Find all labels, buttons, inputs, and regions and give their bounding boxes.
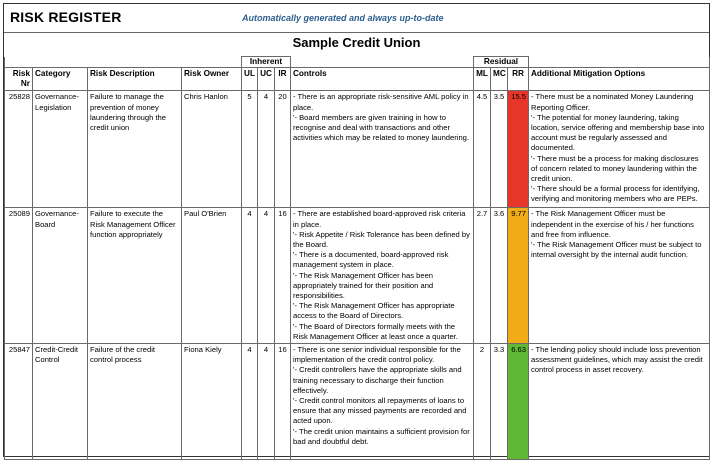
header-bar <box>4 4 709 33</box>
control-item: '- There is a documented, board-approved risk management system in place. <box>293 250 449 270</box>
mc-cell: 3.5 <box>491 91 508 208</box>
group-header-blank <box>5 57 242 68</box>
col-risk-nr-line2: Nr <box>20 79 30 89</box>
uc-cell: 4 <box>258 208 275 344</box>
ul-cell: 5 <box>242 91 258 208</box>
mitigation-item: - There must be a nominated Money Laundering Reporting Officer. <box>531 92 694 112</box>
col-mitigation[interactable]: Additional Mitigation Options <box>529 68 710 91</box>
col-category[interactable]: Category <box>33 68 88 91</box>
rr-cell: 6.63 <box>508 344 529 460</box>
ir-cell: 20 <box>275 91 291 208</box>
col-risk-nr-line1: Risk <box>12 69 30 78</box>
column-header-row <box>5 68 710 91</box>
col-rr[interactable]: RR <box>508 68 529 91</box>
ml-cell: 4.5 <box>474 91 491 208</box>
col-controls[interactable]: Controls <box>291 68 474 91</box>
mitigation-item: - The Risk Management Officer must be independent in the exercise of his / her functions and free from influence. <box>531 209 694 239</box>
mitigation-item: '- There must be a process for making disclosures of concern related to money laundering within the credit union. <box>531 153 699 184</box>
description-cell: Failure to execute the Risk Management Officer function appropriately <box>88 208 182 344</box>
group-header-residual: Residual <box>474 57 529 68</box>
control-item: - There are established board-approved risk criteria in place. <box>293 209 466 229</box>
control-item: '- Board members are given training in how to recognise and deal with transactions and other activities which may be related to money laundering. <box>293 112 470 143</box>
mitigation-cell <box>529 91 710 208</box>
col-uc[interactable]: UC <box>258 68 275 91</box>
group-header-blank-controls <box>291 57 474 68</box>
register-title: RISK REGISTER <box>10 9 122 25</box>
controls-cell <box>291 344 474 460</box>
ml-cell: 2.7 <box>474 208 491 344</box>
ul-cell: 4 <box>242 208 258 344</box>
control-item: '- The Risk Management Officer has been appropriately trained for their position and responsibilities. <box>293 270 434 301</box>
rr-cell: 15.5 <box>508 91 529 208</box>
rr-cell: 9.77 <box>508 208 529 344</box>
controls-cell <box>291 208 474 344</box>
control-item: '- The Risk Management Officer has appropriate access to the Board of Directors. <box>293 301 455 321</box>
col-description[interactable]: Risk Description <box>88 68 182 91</box>
risk-nr-cell: 25847 <box>5 344 33 460</box>
control-item: '- Credit controllers have the appropriate skills and training necessary to discharge their function effectively. <box>293 365 462 395</box>
mitigation-item: '- The potential for money laundering, taking location, service offering and membership base into account must be regularly assessed and documented. <box>531 112 705 153</box>
control-item: '- The credit union maintains a sufficient provision for bad and doubtful debt. <box>293 426 470 446</box>
mc-cell: 3.3 <box>491 344 508 460</box>
ml-cell: 2 <box>474 344 491 460</box>
col-mc[interactable]: MC <box>491 68 508 91</box>
register-subtitle: Automatically generated and always up-to-date <box>242 13 444 23</box>
risk-table <box>4 56 710 460</box>
col-owner[interactable]: Risk Owner <box>182 68 242 91</box>
mitigation-item: - The lending policy should include loss prevention assessment guidelines, which may assist the credit control process in asset recovery. <box>531 345 703 375</box>
col-ml[interactable]: ML <box>474 68 491 91</box>
table-row[interactable] <box>5 208 710 344</box>
ul-cell: 4 <box>242 344 258 460</box>
group-header-blank-mitigation <box>529 57 710 68</box>
category-cell: Governance-Legislation <box>33 91 88 208</box>
description-cell: Failure to manage the prevention of money laundering through the credit union <box>88 91 182 208</box>
description-cell: Failure of the credit control process <box>88 344 182 460</box>
col-ul[interactable]: UL <box>242 68 258 91</box>
table-row[interactable] <box>5 91 710 208</box>
control-item: '- Credit control monitors all repayments of loans to ensure that any missed payments are recorded and acted upon. <box>293 396 467 426</box>
category-cell: Governance-Board <box>33 208 88 344</box>
table-row[interactable] <box>5 344 710 460</box>
uc-cell: 4 <box>258 91 275 208</box>
organization-name: Sample Credit Union <box>292 35 421 50</box>
ir-cell: 16 <box>275 208 291 344</box>
control-item: '- The Board of Directors formally meets with the Risk Management Officer at least once a quarter. <box>293 321 458 341</box>
risk-nr-cell: 25089 <box>5 208 33 344</box>
mc-cell: 3.6 <box>491 208 508 344</box>
risk-register-sheet <box>3 3 710 457</box>
owner-cell: Paul O'Brien <box>182 208 242 344</box>
category-cell: Credit-Credit Control <box>33 344 88 460</box>
control-item: '- Risk Appetite / Risk Tolerance has been defined by the Board. <box>293 229 470 250</box>
owner-cell: Chris Hanlon <box>182 91 242 208</box>
mitigation-item: '- The Risk Management Officer must be subject to internal oversight by the internal audit function. <box>531 240 702 260</box>
owner-cell: Fiona Kiely <box>182 344 242 460</box>
uc-cell: 4 <box>258 344 275 460</box>
group-header-row <box>5 57 710 68</box>
col-ir[interactable]: IR <box>275 68 291 91</box>
group-header-inherent: Inherent <box>242 57 291 68</box>
mitigation-cell <box>529 208 710 344</box>
col-risk-nr[interactable] <box>5 68 33 91</box>
control-item: - There is one senior individual responsible for the implementation of the credit control policy. <box>293 345 461 365</box>
mitigation-item: '- There should be a formal process for identifying, verifying and monitoring members who are PEPs. <box>531 184 700 204</box>
control-item: - There is an appropriate risk-sensitive AML policy in place. <box>293 92 469 112</box>
risk-nr-cell: 25828 <box>5 91 33 208</box>
ir-cell: 16 <box>275 344 291 460</box>
controls-cell <box>291 91 474 208</box>
mitigation-cell <box>529 344 710 460</box>
